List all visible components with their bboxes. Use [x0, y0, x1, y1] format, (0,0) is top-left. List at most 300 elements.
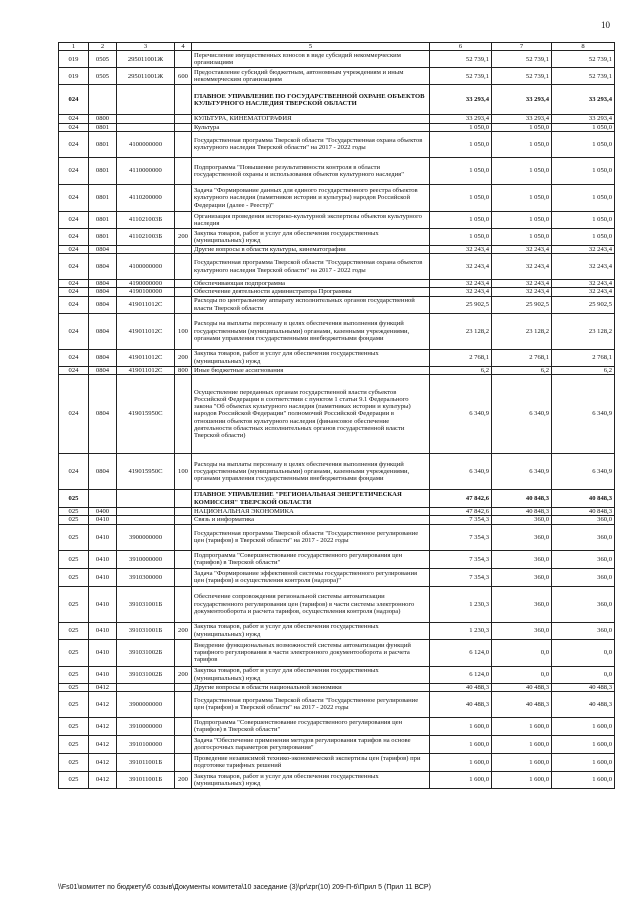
- cell-5: Другие вопросы в области национальной экономики: [192, 683, 430, 691]
- cell-8: 0,0: [552, 639, 615, 666]
- cell-6: 32 243,4: [430, 288, 492, 296]
- cell-5: Связь и информатика: [192, 516, 430, 524]
- cell-2: 0410: [89, 586, 117, 622]
- cell-5: Обеспечение сопровождения региональной системы автоматизации государственного регулирования цен (тарифов) в части системы электронного документооборота и расчета тарифов, осуществления контроля (надзора): [192, 586, 430, 622]
- cell-1: 025: [59, 508, 89, 516]
- cell-8: 23 128,2: [552, 313, 615, 349]
- cell-8: 6 340,9: [552, 375, 615, 454]
- cell-7: 32 243,4: [492, 245, 552, 253]
- cell-3: 391011001Б: [117, 753, 175, 771]
- cell-2: 0804: [89, 288, 117, 296]
- cell-6: 32 243,4: [430, 280, 492, 288]
- table-row: [59, 366, 615, 374]
- cell-2: 0801: [89, 228, 117, 245]
- cell-4: [175, 524, 192, 550]
- header-cell: 4: [175, 43, 192, 51]
- table-row: [59, 245, 615, 253]
- cell-7: 360,0: [492, 568, 552, 586]
- cell-7: 40 848,3: [492, 508, 552, 516]
- cell-5: Проведение независимой технико-экономической экспертизы цен (тарифов) при подготовке тарифных решений: [192, 753, 430, 771]
- cell-6: 32 243,4: [430, 254, 492, 280]
- cell-7: 1 050,0: [492, 211, 552, 228]
- cell-5: Закупка товаров, работ и услуг для обеспечения государственных (муниципальных) нужд: [192, 228, 430, 245]
- page-number: 10: [601, 20, 610, 30]
- cell-4: [175, 184, 192, 211]
- cell-1: 024: [59, 454, 89, 490]
- cell-5: Перечисление имущественных взносов в виде субсидий некоммерческим организациям: [192, 51, 430, 68]
- cell-4: [175, 586, 192, 622]
- cell-8: 360,0: [552, 524, 615, 550]
- cell-6: 47 842,6: [430, 490, 492, 508]
- cell-4: [175, 375, 192, 454]
- cell-4: [175, 490, 192, 508]
- cell-8: 1 050,0: [552, 131, 615, 157]
- cell-7: 360,0: [492, 524, 552, 550]
- cell-6: 33 293,4: [430, 85, 492, 115]
- header-cell: 8: [552, 43, 615, 51]
- cell-7: 2 768,1: [492, 349, 552, 366]
- cell-5: Предоставление субсидий бюджетным, автономным учреждениям и иным некоммерческим организациям: [192, 68, 430, 85]
- cell-5: Государственная программа Тверской области "Государственная охрана объектов культурного наследия Тверской области" на 2017 - 2022 годы: [192, 254, 430, 280]
- table-row: [59, 131, 615, 157]
- cell-6: 33 293,4: [430, 115, 492, 123]
- cell-4: 200: [175, 228, 192, 245]
- cell-7: 360,0: [492, 550, 552, 568]
- cell-1: 024: [59, 123, 89, 131]
- cell-6: 1 600,0: [430, 717, 492, 735]
- table-row: [59, 550, 615, 568]
- cell-6: 7 354,3: [430, 524, 492, 550]
- cell-6: 52 739,1: [430, 51, 492, 68]
- cell-7: 6 340,9: [492, 375, 552, 454]
- table-row: [59, 85, 615, 115]
- table-row: [59, 157, 615, 184]
- cell-6: 6,2: [430, 366, 492, 374]
- cell-3: [117, 123, 175, 131]
- cell-2: 0410: [89, 622, 117, 639]
- cell-8: 33 293,4: [552, 115, 615, 123]
- cell-6: 6 340,9: [430, 454, 492, 490]
- cell-3: 391031001Б: [117, 622, 175, 639]
- table-row: [59, 524, 615, 550]
- header-row: [59, 43, 615, 51]
- cell-7: 1 600,0: [492, 717, 552, 735]
- cell-4: [175, 51, 192, 68]
- cell-1: 025: [59, 639, 89, 666]
- cell-3: [117, 683, 175, 691]
- table-row: [59, 184, 615, 211]
- cell-1: 024: [59, 254, 89, 280]
- cell-1: 024: [59, 349, 89, 366]
- cell-6: 1 230,3: [430, 622, 492, 639]
- cell-3: 419011012С: [117, 313, 175, 349]
- cell-4: [175, 296, 192, 313]
- cell-6: 2 768,1: [430, 349, 492, 366]
- cell-1: 025: [59, 666, 89, 683]
- cell-2: 0505: [89, 51, 117, 68]
- cell-6: 40 488,3: [430, 683, 492, 691]
- cell-3: 411021003Б: [117, 211, 175, 228]
- cell-7: 40 488,3: [492, 691, 552, 717]
- cell-8: 1 050,0: [552, 157, 615, 184]
- cell-1: 024: [59, 288, 89, 296]
- table-row: [59, 349, 615, 366]
- cell-2: 0412: [89, 683, 117, 691]
- cell-7: 40 488,3: [492, 683, 552, 691]
- table-row: [59, 516, 615, 524]
- table-row: [59, 454, 615, 490]
- cell-2: 0410: [89, 568, 117, 586]
- cell-6: 6 124,0: [430, 666, 492, 683]
- cell-7: 0,0: [492, 666, 552, 683]
- cell-6: 1 050,0: [430, 157, 492, 184]
- cell-1: 025: [59, 586, 89, 622]
- cell-8: 360,0: [552, 550, 615, 568]
- cell-4: [175, 131, 192, 157]
- cell-3: 3900000000: [117, 524, 175, 550]
- table-row: [59, 51, 615, 68]
- header-cell: 1: [59, 43, 89, 51]
- cell-8: 360,0: [552, 586, 615, 622]
- cell-6: 1 600,0: [430, 753, 492, 771]
- cell-6: 7 354,3: [430, 550, 492, 568]
- cell-3: 3910000000: [117, 717, 175, 735]
- cell-7: 6,2: [492, 366, 552, 374]
- cell-2: 0800: [89, 115, 117, 123]
- table-row: [59, 115, 615, 123]
- cell-6: 6 340,9: [430, 375, 492, 454]
- cell-7: 360,0: [492, 586, 552, 622]
- table-row: [59, 639, 615, 666]
- cell-5: Расходы на выплаты персоналу в целях обеспечения выполнения функций государственными (муниципальными) органами, казенными учреждениями, органами управления государственными внебюджетными фондами: [192, 454, 430, 490]
- cell-6: 7 354,3: [430, 516, 492, 524]
- cell-1: 024: [59, 296, 89, 313]
- cell-3: 3910300000: [117, 568, 175, 586]
- cell-1: 025: [59, 622, 89, 639]
- cell-3: [117, 245, 175, 253]
- cell-2: 0410: [89, 666, 117, 683]
- cell-1: 025: [59, 753, 89, 771]
- cell-7: 32 243,4: [492, 280, 552, 288]
- cell-2: 0412: [89, 735, 117, 753]
- budget-table: [58, 42, 615, 789]
- cell-7: 0,0: [492, 639, 552, 666]
- cell-3: 419015950С: [117, 454, 175, 490]
- cell-6: 1 230,3: [430, 586, 492, 622]
- cell-7: 32 243,4: [492, 288, 552, 296]
- cell-7: 1 050,0: [492, 184, 552, 211]
- cell-1: 025: [59, 683, 89, 691]
- cell-2: 0801: [89, 123, 117, 131]
- cell-2: [89, 85, 117, 115]
- cell-8: 1 600,0: [552, 771, 615, 788]
- cell-5: Подпрограмма "Совершенствование государственного регулирования цен (тарифов) в Тверской области": [192, 550, 430, 568]
- table-row: [59, 296, 615, 313]
- table-row: [59, 288, 615, 296]
- cell-8: 1 050,0: [552, 211, 615, 228]
- cell-7: 52 739,1: [492, 51, 552, 68]
- cell-1: 024: [59, 280, 89, 288]
- cell-1: 024: [59, 375, 89, 454]
- cell-6: 47 842,6: [430, 508, 492, 516]
- cell-5: Культура: [192, 123, 430, 131]
- cell-1: 025: [59, 735, 89, 753]
- cell-8: 25 902,5: [552, 296, 615, 313]
- cell-1: 024: [59, 313, 89, 349]
- cell-6: 6 124,0: [430, 639, 492, 666]
- cell-4: 200: [175, 622, 192, 639]
- cell-4: [175, 280, 192, 288]
- table-row: [59, 683, 615, 691]
- cell-8: 6 340,9: [552, 454, 615, 490]
- cell-5: НАЦИОНАЛЬНАЯ ЭКОНОМИКА: [192, 508, 430, 516]
- cell-8: 360,0: [552, 516, 615, 524]
- cell-1: 024: [59, 85, 89, 115]
- cell-5: Организация проведения историко-культурной экспертизы объектов культурного наследия: [192, 211, 430, 228]
- cell-6: 40 488,3: [430, 691, 492, 717]
- header-cell: 7: [492, 43, 552, 51]
- cell-4: [175, 211, 192, 228]
- cell-8: 33 293,4: [552, 85, 615, 115]
- cell-5: Подпрограмма "Совершенствование государственного регулирования цен (тарифов) в Тверской области": [192, 717, 430, 735]
- cell-1: 025: [59, 490, 89, 508]
- table-row: [59, 691, 615, 717]
- cell-6: 25 902,5: [430, 296, 492, 313]
- cell-4: 800: [175, 366, 192, 374]
- cell-6: 23 128,2: [430, 313, 492, 349]
- cell-1: 024: [59, 366, 89, 374]
- cell-1: 024: [59, 131, 89, 157]
- cell-5: Задача "Формирование эффективной системы государственного регулирования цен (тарифов) и осуществления контроля (надзора)": [192, 568, 430, 586]
- table-row: [59, 313, 615, 349]
- cell-2: 0804: [89, 280, 117, 288]
- cell-3: [117, 490, 175, 508]
- cell-2: 0801: [89, 157, 117, 184]
- cell-4: [175, 245, 192, 253]
- cell-7: 40 848,3: [492, 490, 552, 508]
- file-path-footer: \\Fs01\комитет по бюджету\6 созыв\Документы комитета\10 заседание (3)\pr\zpr(10) 209-П-6\Прил 5 (Прил 11 ВСР): [58, 884, 431, 891]
- table-body: [59, 51, 615, 789]
- cell-7: 32 243,4: [492, 254, 552, 280]
- cell-4: [175, 639, 192, 666]
- cell-4: [175, 753, 192, 771]
- cell-3: [117, 85, 175, 115]
- cell-3: 391031002Б: [117, 639, 175, 666]
- cell-4: [175, 568, 192, 586]
- cell-2: 0801: [89, 184, 117, 211]
- cell-3: 419011012С: [117, 296, 175, 313]
- cell-5: Подпрограмма "Повышение результативности контроля в области государственной охраны и использования объектов культурного наследия": [192, 157, 430, 184]
- cell-6: 52 739,1: [430, 68, 492, 85]
- cell-4: [175, 516, 192, 524]
- cell-8: 6,2: [552, 366, 615, 374]
- cell-5: КУЛЬТУРА, КИНЕМАТОГРАФИЯ: [192, 115, 430, 123]
- cell-4: 200: [175, 666, 192, 683]
- table-row: [59, 254, 615, 280]
- cell-6: 1 600,0: [430, 771, 492, 788]
- cell-7: 1 050,0: [492, 123, 552, 131]
- cell-2: 0410: [89, 550, 117, 568]
- cell-8: 2 768,1: [552, 349, 615, 366]
- table-row: [59, 771, 615, 788]
- cell-2: 0804: [89, 366, 117, 374]
- cell-6: 1 050,0: [430, 228, 492, 245]
- cell-5: Внедрение функциональных возможностей системы автоматизации функций тарифного регулирования в части электронного документооборота и расчета тарифов: [192, 639, 430, 666]
- cell-3: 295011001Ж: [117, 68, 175, 85]
- cell-3: 391031001Б: [117, 586, 175, 622]
- cell-7: 6 340,9: [492, 454, 552, 490]
- cell-4: 600: [175, 68, 192, 85]
- cell-4: [175, 115, 192, 123]
- cell-6: 1 050,0: [430, 211, 492, 228]
- cell-8: 1 600,0: [552, 753, 615, 771]
- cell-5: Закупка товаров, работ и услуг для обеспечения государственных (муниципальных) нужд: [192, 349, 430, 366]
- table-row: [59, 753, 615, 771]
- table-row: [59, 666, 615, 683]
- cell-5: Закупка товаров, работ и услуг для обеспечения государственных (муниципальных) нужд: [192, 622, 430, 639]
- cell-3: 4110200000: [117, 184, 175, 211]
- cell-2: 0804: [89, 375, 117, 454]
- cell-1: 019: [59, 51, 89, 68]
- table-row: [59, 375, 615, 454]
- cell-3: 4190000000: [117, 280, 175, 288]
- header-cell: 2: [89, 43, 117, 51]
- cell-5: ГЛАВНОЕ УПРАВЛЕНИЕ "РЕГИОНАЛЬНАЯ ЭНЕРГЕТИЧЕСКАЯ КОМИССИЯ" ТВЕРСКОЙ ОБЛАСТИ: [192, 490, 430, 508]
- cell-7: 33 293,4: [492, 85, 552, 115]
- cell-5: Другие вопросы в области культуры, кинематографии: [192, 245, 430, 253]
- cell-1: 025: [59, 550, 89, 568]
- cell-6: 7 354,3: [430, 568, 492, 586]
- cell-2: 0412: [89, 717, 117, 735]
- cell-2: 0410: [89, 639, 117, 666]
- cell-5: Государственная программа Тверской области "Государственная охрана объектов культурного наследия Тверской области" на 2017 - 2022 годы: [192, 131, 430, 157]
- cell-4: [175, 254, 192, 280]
- cell-2: 0410: [89, 524, 117, 550]
- cell-8: 32 243,4: [552, 254, 615, 280]
- table-row: [59, 508, 615, 516]
- cell-5: Обеспечивающая подпрограмма: [192, 280, 430, 288]
- cell-7: 360,0: [492, 622, 552, 639]
- table-row: [59, 68, 615, 85]
- table-row: [59, 280, 615, 288]
- cell-7: 25 902,5: [492, 296, 552, 313]
- cell-2: 0804: [89, 254, 117, 280]
- cell-8: 52 739,1: [552, 68, 615, 85]
- cell-6: 1 050,0: [430, 184, 492, 211]
- cell-3: 3910100000: [117, 735, 175, 753]
- cell-1: 025: [59, 568, 89, 586]
- header-cell: 3: [117, 43, 175, 51]
- cell-2: 0412: [89, 753, 117, 771]
- cell-1: 024: [59, 184, 89, 211]
- cell-2: 0505: [89, 68, 117, 85]
- cell-5: ГЛАВНОЕ УПРАВЛЕНИЕ ПО ГОСУДАРСТВЕННОЙ ОХРАНЕ ОБЪЕКТОВ КУЛЬТУРНОГО НАСЛЕДИЯ ТВЕРСКОЙ ОБЛАСТИ: [192, 85, 430, 115]
- cell-4: [175, 123, 192, 131]
- cell-3: 411021003Б: [117, 228, 175, 245]
- cell-3: 295011001Ж: [117, 51, 175, 68]
- cell-8: 1 050,0: [552, 123, 615, 131]
- cell-4: [175, 735, 192, 753]
- cell-8: 1 600,0: [552, 735, 615, 753]
- table-row: [59, 568, 615, 586]
- cell-8: 32 243,4: [552, 288, 615, 296]
- cell-4: [175, 691, 192, 717]
- cell-8: 360,0: [552, 622, 615, 639]
- cell-7: 1 600,0: [492, 771, 552, 788]
- cell-1: 025: [59, 516, 89, 524]
- cell-5: Расходы на выплаты персоналу в целях обеспечения выполнения функций государственными (муниципальными) органами, казенными учреждениями, органами управления государственными внебюджетными фондами: [192, 313, 430, 349]
- cell-5: Государственная программа Тверской области "Государственное регулирование цен (тарифов) в Тверской области" на 2017 - 2022 годы: [192, 691, 430, 717]
- cell-4: 100: [175, 454, 192, 490]
- cell-6: 1 600,0: [430, 735, 492, 753]
- table-row: [59, 717, 615, 735]
- cell-1: 025: [59, 717, 89, 735]
- cell-5: Государственная программа Тверской области "Государственное регулирование цен (тарифов) в Тверской области" на 2017 - 2022 годы: [192, 524, 430, 550]
- cell-2: [89, 490, 117, 508]
- cell-4: [175, 157, 192, 184]
- cell-8: 32 243,4: [552, 245, 615, 253]
- cell-7: 1 050,0: [492, 157, 552, 184]
- cell-3: 4190100000: [117, 288, 175, 296]
- cell-2: 0412: [89, 691, 117, 717]
- cell-8: 40 848,3: [552, 508, 615, 516]
- cell-1: 019: [59, 68, 89, 85]
- cell-4: [175, 508, 192, 516]
- table-row: [59, 586, 615, 622]
- cell-3: 419015950С: [117, 375, 175, 454]
- cell-2: 0804: [89, 296, 117, 313]
- cell-3: 419011012С: [117, 349, 175, 366]
- cell-5: Задача "Обеспечение применения методов регулирования тарифов на основе долгосрочных параметров регулирования": [192, 735, 430, 753]
- cell-5: Закупка товаров, работ и услуг для обеспечения государственных (муниципальных) нужд: [192, 771, 430, 788]
- cell-3: 4100000000: [117, 254, 175, 280]
- table-row: [59, 735, 615, 753]
- cell-5: Задача "Формирование данных для единого государственного реестра объектов культурного наследия (памятников истории и культуры) народов Российской Федерации (далее - Реестр)": [192, 184, 430, 211]
- cell-8: 32 243,4: [552, 280, 615, 288]
- cell-3: [117, 516, 175, 524]
- header-cell: 6: [430, 43, 492, 51]
- header-cell: 5: [192, 43, 430, 51]
- cell-1: 025: [59, 771, 89, 788]
- cell-4: 200: [175, 349, 192, 366]
- cell-3: 4110000000: [117, 157, 175, 184]
- cell-7: 1 050,0: [492, 228, 552, 245]
- cell-8: 1 050,0: [552, 184, 615, 211]
- cell-4: [175, 717, 192, 735]
- cell-3: 3910000000: [117, 550, 175, 568]
- cell-3: 419011012С: [117, 366, 175, 374]
- cell-8: 40 488,3: [552, 691, 615, 717]
- cell-2: 0410: [89, 516, 117, 524]
- cell-7: 1 050,0: [492, 131, 552, 157]
- cell-1: 024: [59, 245, 89, 253]
- cell-8: 52 739,1: [552, 51, 615, 68]
- table-row: [59, 622, 615, 639]
- cell-5: Иные бюджетные ассигнования: [192, 366, 430, 374]
- cell-2: 0400: [89, 508, 117, 516]
- cell-3: 391011001Б: [117, 771, 175, 788]
- cell-5: Обеспечение деятельности администратора Программы: [192, 288, 430, 296]
- cell-7: 1 600,0: [492, 735, 552, 753]
- cell-6: 1 050,0: [430, 123, 492, 131]
- cell-2: 0804: [89, 245, 117, 253]
- cell-4: [175, 683, 192, 691]
- cell-4: [175, 288, 192, 296]
- cell-2: 0412: [89, 771, 117, 788]
- cell-2: 0804: [89, 313, 117, 349]
- cell-7: 33 293,4: [492, 115, 552, 123]
- cell-1: 024: [59, 228, 89, 245]
